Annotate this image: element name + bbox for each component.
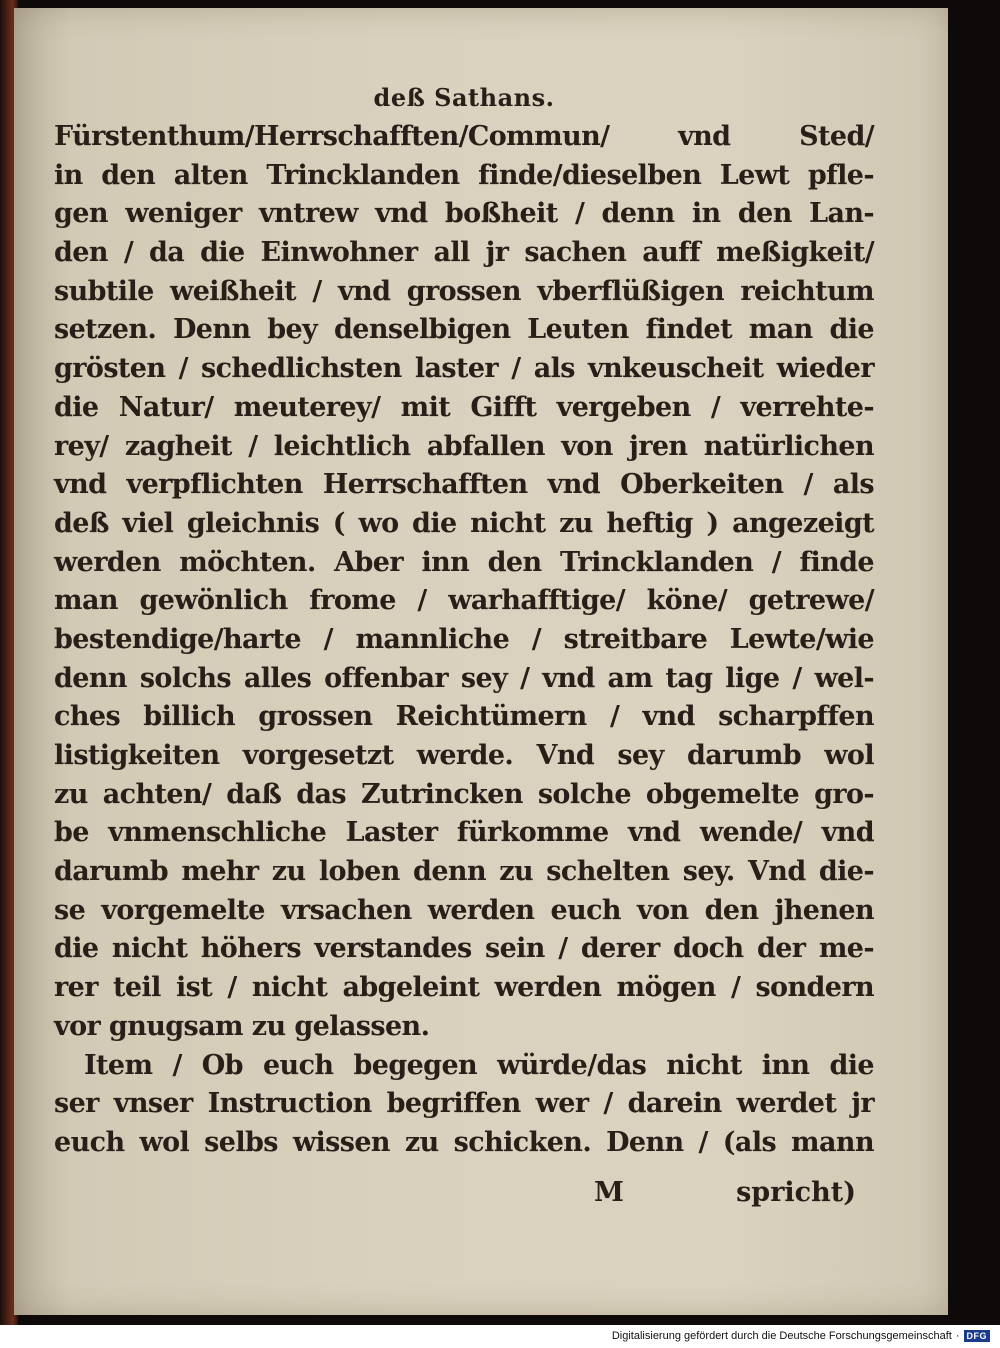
text-line: vnd verpflichten Herrschafften vnd Oberkeiten / als [54,469,874,501]
text-line: vor gnugsam zu gelassen. [54,1010,430,1042]
text-line: rey/ zagheit / leichtlich abfallen von jren natürlichen [54,430,874,462]
text-line: zu achten/ daß das Zutrincken solche obgemelte gro- [54,778,874,810]
text-line: ches billich grossen Reichtümern / vnd scharpffen [54,701,874,733]
text-line: Fürstenthum/Herrschafften/Commun/ vnd Sted/ [54,121,874,152]
catchword: spricht) [736,1177,856,1208]
text-line: ser vnser Instruction begriffen wer / darein werdet jr [54,1088,874,1120]
running-head: deß Sathans. [373,83,555,112]
page-text [54,78,874,1163]
text-line: be vnmenschliche Laster fürkomme vnd wende/ vnd [54,817,874,849]
text-line: rer teil ist / nicht abgeleint werden mögen / sondern [54,972,874,1004]
text-line: in den alten Trincklanden finde/dieselben Lewt pfle- [54,159,874,191]
text-line: setzen. Denn bey denselbigen Leuten findet man die [54,314,874,346]
text-line: euch wol selbs wissen zu schicken. Denn / (als mann [54,1126,874,1158]
text-line: deß viel gleichnis ( wo die nicht zu heftig ) angezeigt [54,507,874,539]
text-line: se vorgemelte vrsachen werden euch von den jhenen [54,894,874,926]
footer-separator: · [955,1330,960,1342]
catch-line [54,1173,874,1213]
signature-mark: M [594,1177,624,1208]
text-line: subtile weißheit / vnd grossen vberflüßigen reichtum [54,275,874,307]
dfg-logo: DFG [964,1330,991,1342]
text-line: denn solchs alles offenbar sey / vnd am tag lige / wel- [54,662,874,694]
footer-text: Digitalisierung gefördert durch die Deutsche Forschungsgemeinschaft [611,1330,952,1342]
text-line: man gewönlich frome / warhafftige/ köne/ getrewe/ [54,585,874,617]
text-line: werden möchten. Aber inn den Trincklanden / finde [54,546,874,578]
text-line: grösten / schedlichsten laster / als vnkeuscheit wieder [54,353,874,385]
text-line: darumb mehr zu loben denn zu schelten sey. Vnd die- [54,856,874,888]
footer [612,1327,990,1345]
book-page [14,8,948,1315]
text-line: die Natur/ meuterey/ mit Gifft vergeben / verrehte- [54,391,874,423]
text-lines [54,118,874,1163]
text-line: bestendige/harte / mannliche / streitbare Lewte/wie [54,623,874,655]
text-line: Item / Ob euch begegen würde/das nicht inn die [84,1049,874,1081]
text-line: den / da die Einwohner all jr sachen auff meßigkeit/ [54,237,874,269]
text-line: gen weniger vntrew vnd boßheit / denn in den Lan- [54,198,874,230]
text-line: die nicht höhers verstandes sein / derer doch der me- [54,933,874,965]
text-line: listigkeiten vorgesetzt werde. Vnd sey darumb wol [54,740,874,771]
